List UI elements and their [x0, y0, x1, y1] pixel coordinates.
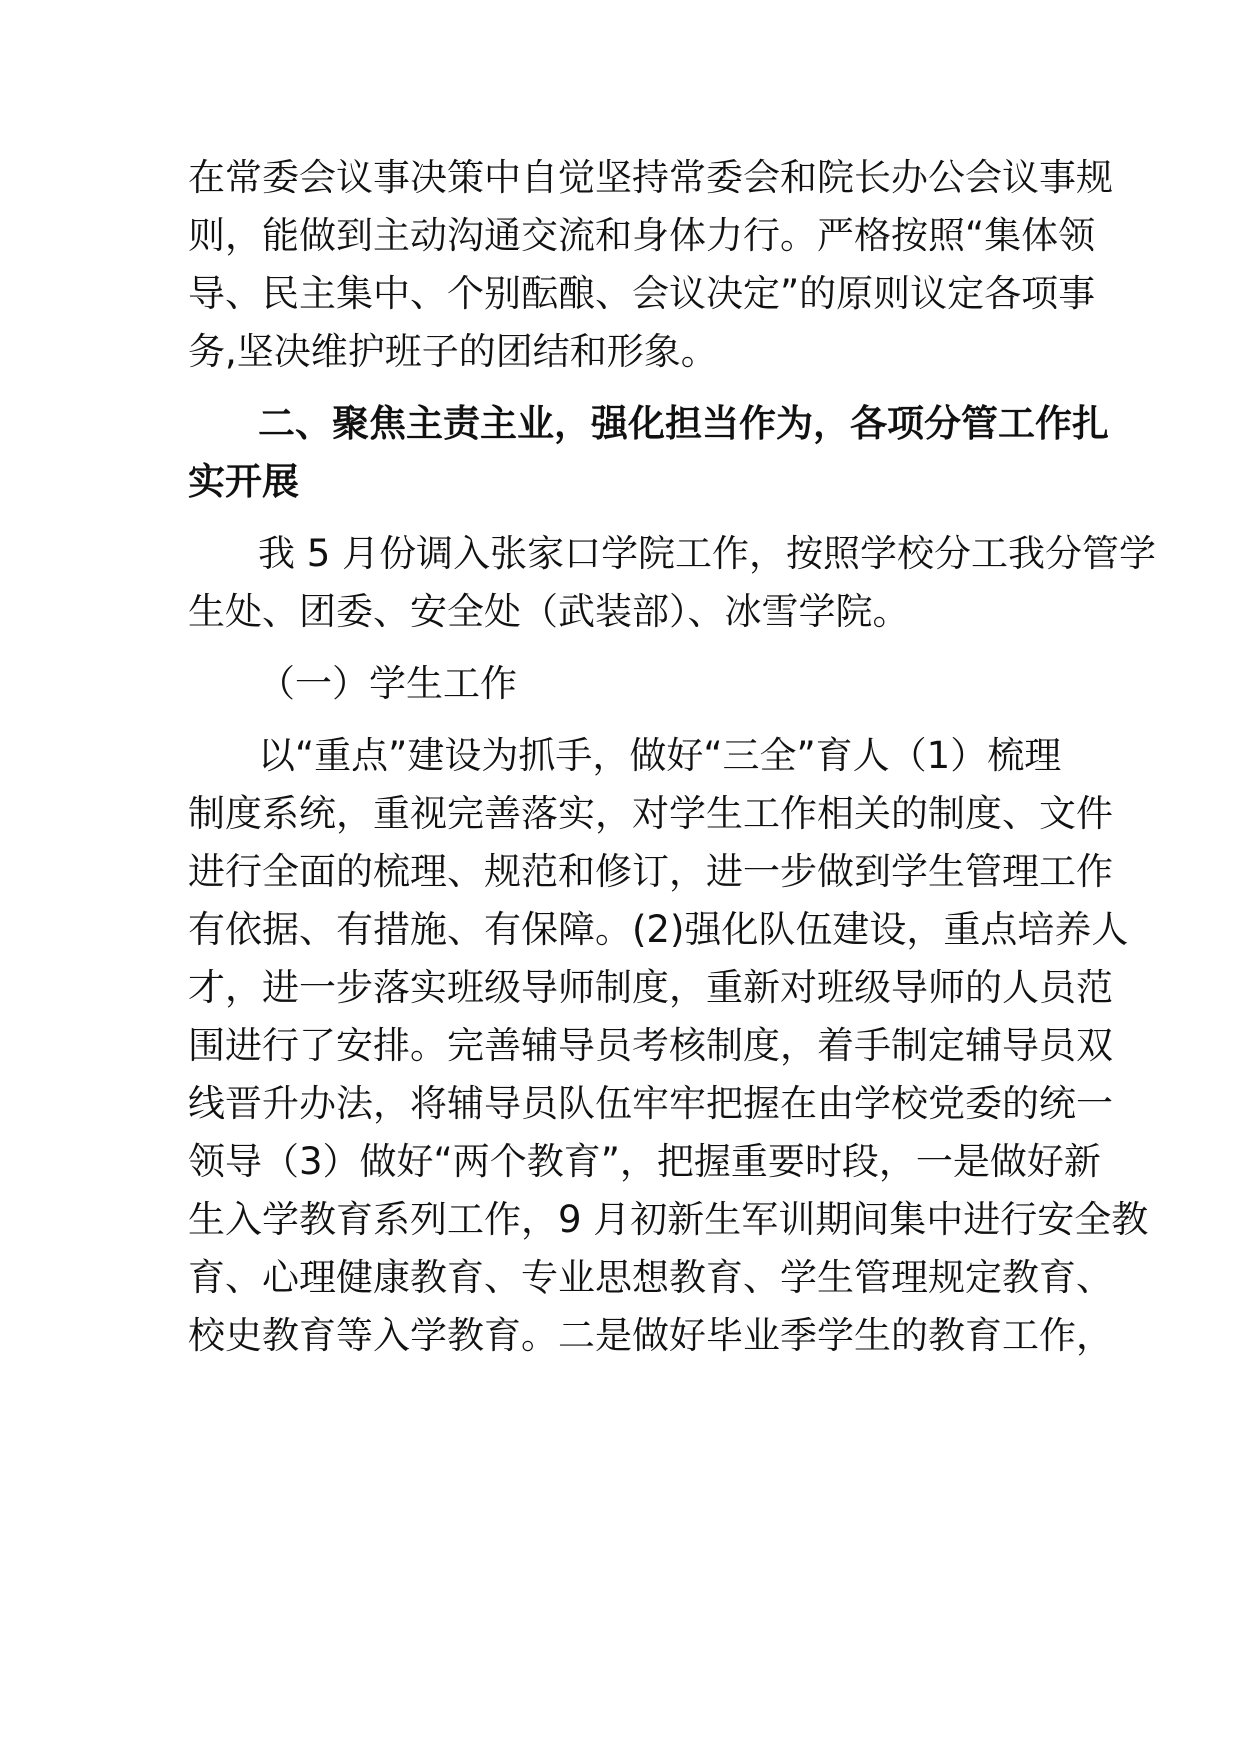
subsection-heading: （一）学生工作 — [258, 662, 517, 705]
paragraph-line: 育、心理健康教育、专业思想教育、学生管理规定教育、 — [188, 1256, 1113, 1299]
paragraph-line: 才，进一步落实班级导师制度，重新对班级导师的人员范 — [188, 966, 1113, 1009]
paragraph-line: 生处、团委、安全处（武装部）、冰雪学院。 — [188, 590, 910, 633]
paragraph-line: 导、民主集中、个别酝酿、会议决定”的原则议定各项事 — [188, 272, 1096, 315]
paragraph-line: 务,坚决维护班子的团结和形象。 — [188, 330, 718, 373]
paragraph-line: 围进行了安排。完善辅导员考核制度，着手制定辅导员双 — [188, 1024, 1113, 1067]
paragraph-line: 制度系统，重视完善落实，对学生工作相关的制度、文件 — [188, 792, 1113, 835]
section-heading-line: 二、聚焦主责主业，强化担当作为，各项分管工作扎 — [258, 402, 1109, 445]
paragraph-line: 我 5 月份调入张家口学院工作，按照学校分工我分管学 — [258, 532, 1157, 575]
paragraph-line: 进行全面的梳理、规范和修订，进一步做到学生管理工作 — [188, 850, 1113, 893]
paragraph-line: 线晋升办法，将辅导员队伍牢牢把握在由学校党委的统一 — [188, 1082, 1113, 1125]
section-heading-line: 实开展 — [188, 460, 299, 503]
paragraph-line: 则，能做到主动沟通交流和身体力行。严格按照“集体领 — [188, 214, 1096, 257]
paragraph-line: 领导（3）做好“两个教育”，把握重要时段，一是做好新 — [188, 1140, 1101, 1183]
paragraph-line: 有依据、有措施、有保障。(2)强化队伍建设，重点培养人 — [188, 908, 1129, 951]
paragraph-line: 在常委会议事决策中自觉坚持常委会和院长办公会议事规 — [188, 156, 1113, 199]
paragraph-line: 校史教育等入学教育。二是做好毕业季学生的教育工作， — [188, 1314, 1113, 1357]
paragraph-line: 生入学教育系列工作，9 月初新生军训期间集中进行安全教 — [188, 1198, 1149, 1241]
paragraph-line: 以“重点”建设为抓手，做好“三全”育人（1）梳理 — [258, 734, 1062, 777]
